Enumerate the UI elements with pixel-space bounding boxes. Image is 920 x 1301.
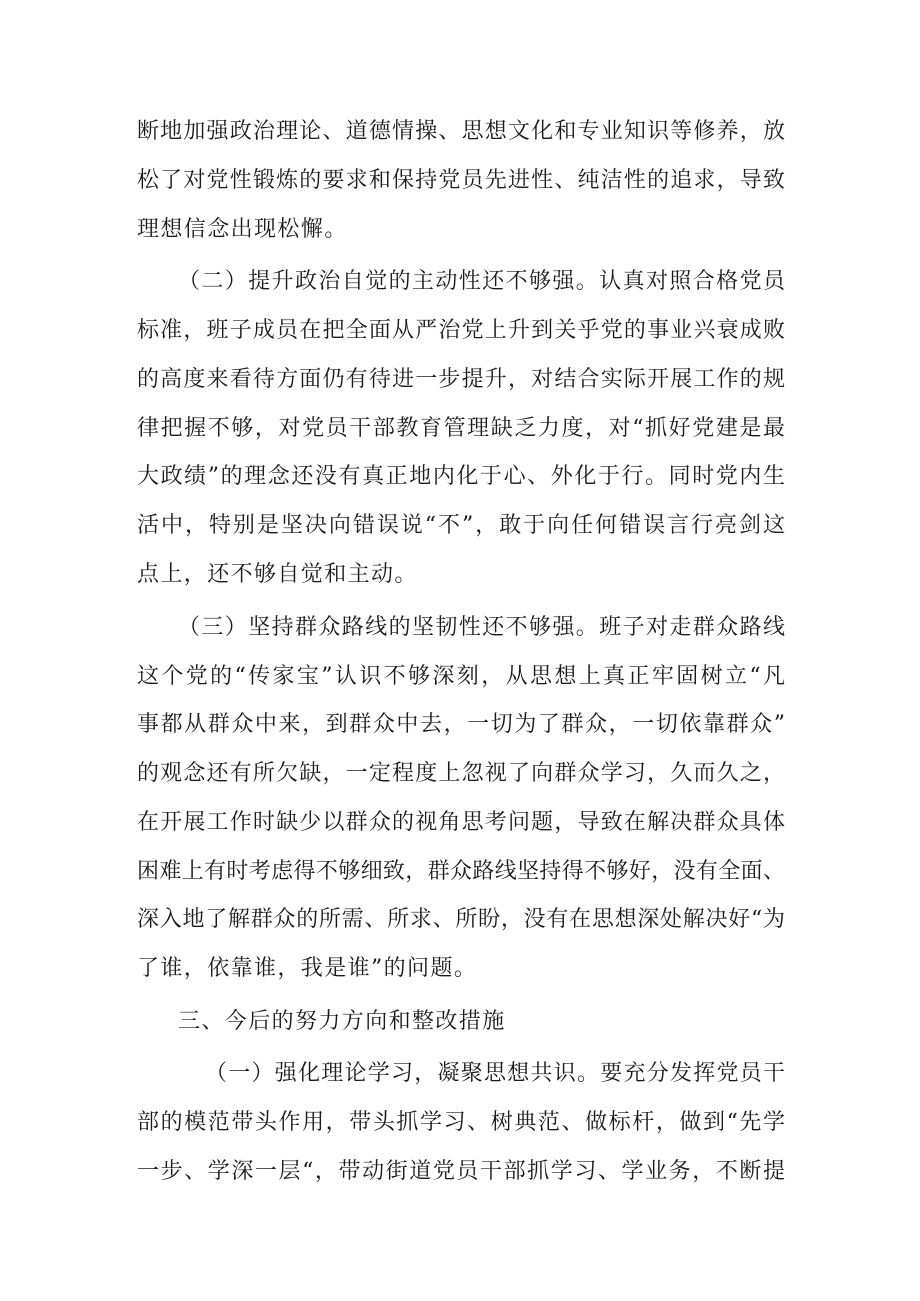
paragraph-1-line-1: 断地加强政治理论、道德情操、思想文化和专业知识等修养，放: [137, 119, 785, 144]
paragraph-2-line-7: 点上，还不够自觉和主动。: [137, 562, 418, 587]
paragraph-3-line-7: 深入地了解群众的所需、所求、所盼，没有在思想深处解决好“为: [137, 907, 785, 932]
paragraph-3-line-3: 事都从群众中来，到群众中去，一切为了群众，一切依靠群众”: [137, 712, 785, 737]
paragraph-4-line-2: 部的模范带头作用，带头抓学习、树典范、做标杆，做到“先学: [137, 1110, 785, 1135]
paragraph-3-line-4: 的观念还有所欠缺，一定程度上忽视了向群众学习，久而久之，: [137, 761, 785, 786]
paragraph-2-line-3: 的高度来看待方面仍有待进一步提升，对结合实际开展工作的规: [137, 367, 785, 392]
section-heading: 三、今后的努力方向和整改措施: [178, 1009, 506, 1034]
paragraph-4-line-1: （一）强化理论学习，凝聚思想共识。要充分发挥党员干: [205, 1061, 785, 1086]
paragraph-2-line-4: 律把握不够，对党员干部教育管理缺乏力度，对“抓好党建是最: [137, 416, 785, 441]
paragraph-1-line-2: 松了对党性锻炼的要求和保持党员先进性、纯洁性的追求，导致: [137, 168, 785, 193]
paragraph-3-line-1: （三）坚持群众路线的坚韧性还不够强。班子对走群众路线: [178, 615, 785, 640]
paragraph-1-line-3: 理想信念出现松懈。: [137, 217, 348, 242]
paragraph-3-line-2: 这个党的“传家宝”认识不够深刻，从思想上真正牢固树立“凡: [137, 664, 785, 689]
paragraph-3-line-5: 在开展工作时缺少以群众的视角思考问题，导致在解决群众具体: [137, 810, 785, 835]
paragraph-4-line-3: 一步、学深一层“，带动街道党员干部抓学习、学业务，不断提: [137, 1159, 785, 1184]
paragraph-2-line-5: 大政绩”的理念还没有真正地内化于心、外化于行。同时党内生: [137, 464, 785, 489]
paragraph-3-line-6: 困难上有时考虑得不够细致，群众路线坚持得不够好，没有全面、: [137, 859, 785, 884]
paragraph-3-line-8: 了谁，依靠谁，我是谁”的问题。: [137, 956, 478, 981]
paragraph-2-line-1: （二）提升政治自觉的主动性还不够强。认真对照合格党员: [178, 269, 785, 294]
paragraph-2-line-2: 标准，班子成员在把全面从严治党上升到关乎党的事业兴衰成败: [137, 318, 785, 343]
paragraph-2-line-6: 活中，特别是坚决向错误说“不”，敢于向任何错误言行亮剑这: [137, 513, 785, 538]
